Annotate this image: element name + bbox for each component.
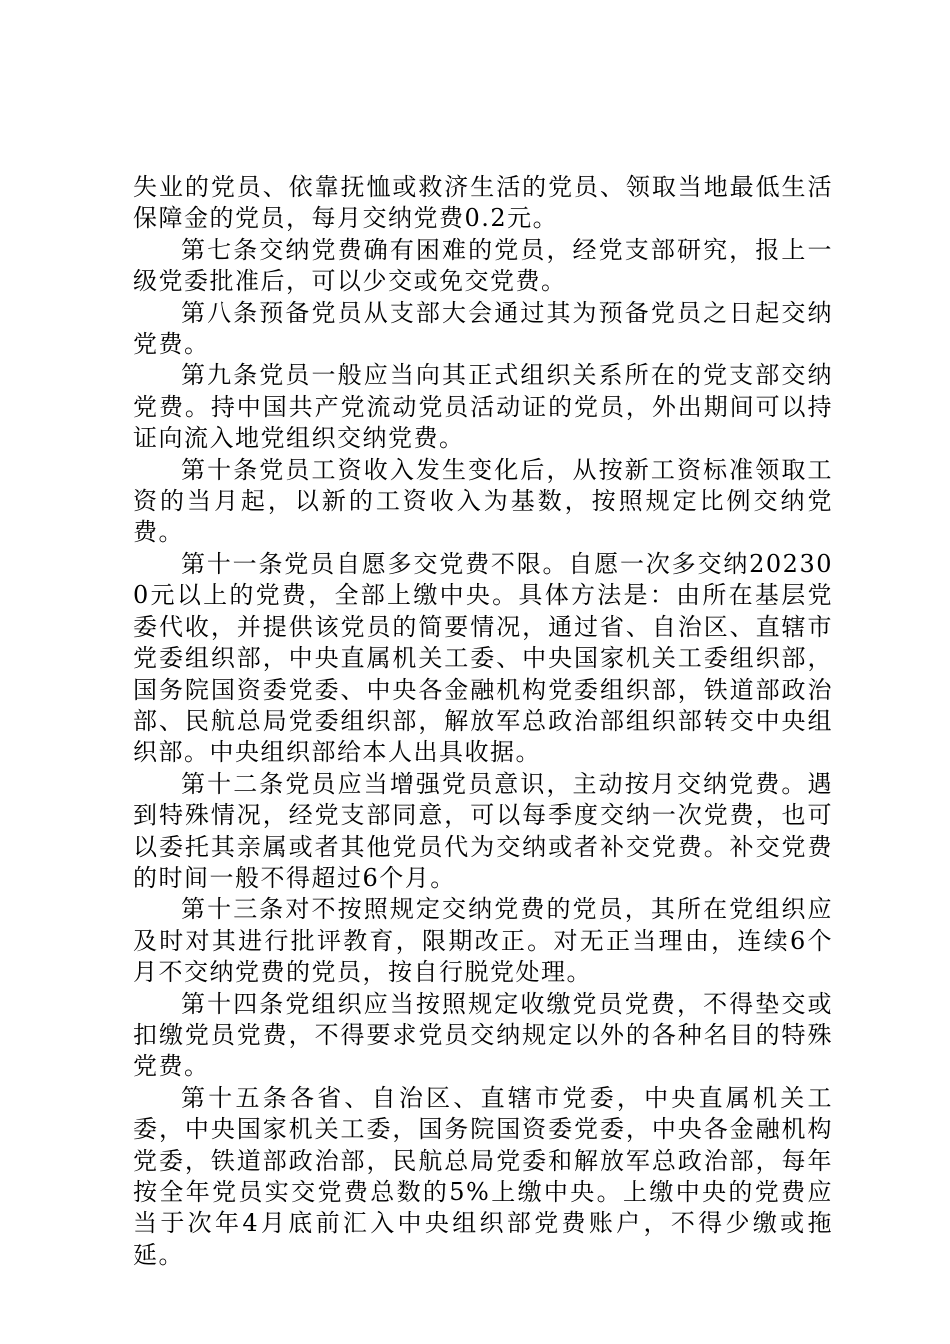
- paragraph-article-8: 第八条预备党员从支部大会通过其为预备党员之日起交纳党费。: [133, 298, 833, 359]
- paragraph-article-13: 第十三条对不按照规定交纳党费的党员，其所在党组织应及时对其进行批评教育，限期改正。对无正当理由，连续6个月不交纳党费的党员，按自行脱党处理。: [133, 895, 833, 987]
- paragraph-article-15: 第十五条各省、自治区、直辖市党委，中央直属机关工委，中央国家机关工委，国务院国资委党委，中央各金融机构党委，铁道部政治部，民航总局党委和解放军总政治部，每年按全年党员实交党费总数的5%上缴中央。上缴中央的党费应当于次年4月底前汇入中央组织部党费账户，不得少缴或拖延。: [133, 1083, 833, 1269]
- paragraph-article-11: 第十一条党员自愿多交党费不限。自愿一次多交纳202300元以上的党费，全部上缴中央。具体方法是：由所在基层党委代收，并提供该党员的简要情况，通过省、自治区、直辖市党委组织部，中央直属机关工委、中央国家机关工委组织部，国务院国资委党委、中央各金融机构党委组织部，铁道部政治部、民航总局党委组织部，解放军总政治部组织部转交中央组织部。中央组织部给本人出具收据。: [133, 549, 833, 767]
- paragraph-article-9: 第九条党员一般应当向其正式组织关系所在的党支部交纳党费。持中国共产党流动党员活动证的党员，外出期间可以持证向流入地党组织交纳党费。: [133, 361, 833, 453]
- paragraph-article-10: 第十条党员工资收入发生变化后，从按新工资标准领取工资的当月起，以新的工资收入为基数，按照规定比例交纳党费。: [133, 455, 833, 547]
- paragraph-article-12: 第十二条党员应当增强党员意识，主动按月交纳党费。遇到特殊情况，经党支部同意，可以每季度交纳一次党费，也可以委托其亲属或者其他党员代为交纳或者补交党费。补交党费的时间一般不得超过6个月。: [133, 769, 833, 892]
- paragraph-continuation: 失业的党员、依靠抚恤或救济生活的党员、领取当地最低生活保障金的党员，每月交纳党费0.2元。: [133, 173, 833, 233]
- paragraph-article-7: 第七条交纳党费确有困难的党员，经党支部研究，报上一级党委批准后，可以少交或免交党费。: [133, 235, 833, 296]
- document-body: [133, 172, 833, 1271]
- paragraph-article-14: 第十四条党组织应当按照规定收缴党员党费，不得垫交或扣缴党员党费，不得要求党员交纳规定以外的各种名目的特殊党费。: [133, 989, 833, 1081]
